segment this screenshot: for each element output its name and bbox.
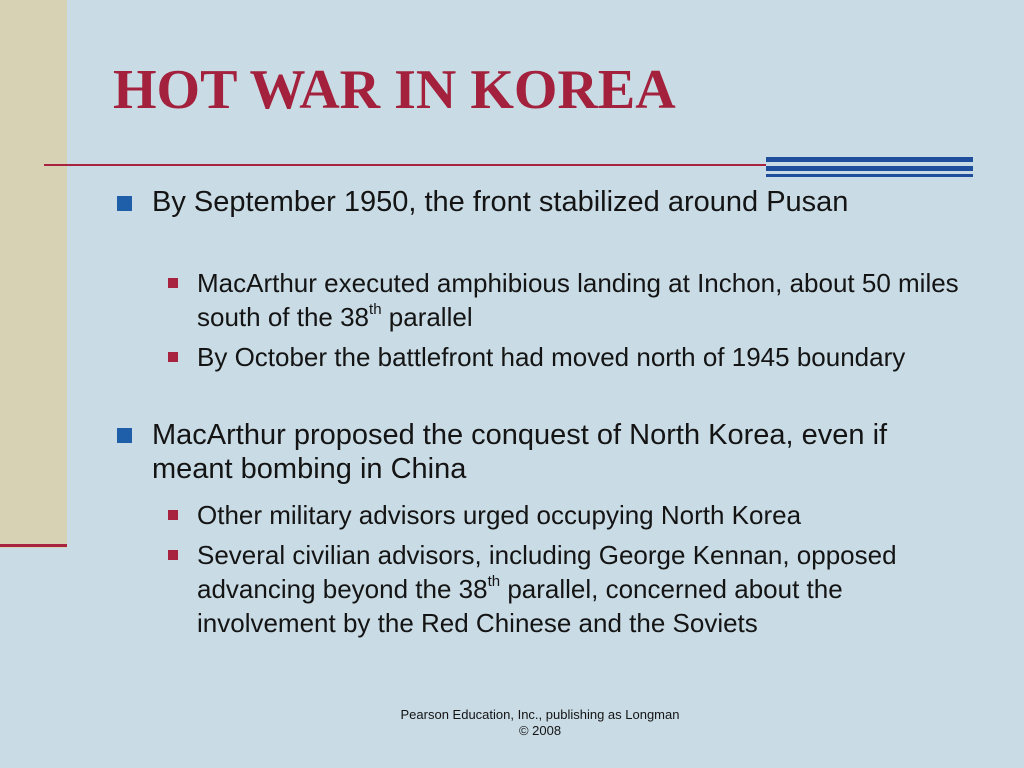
footer-copyright: © 2008 — [518, 723, 562, 738]
sub-bullet-text: Other military advisors urged occupying North Korea — [197, 500, 802, 530]
square-bullet-icon — [117, 196, 132, 211]
slide-title: HOT WAR IN KOREA — [113, 59, 676, 121]
bullet-text: By September 1950, the front stabilized around Pusan — [152, 186, 849, 218]
slide-footer — [330, 707, 750, 739]
bullet-text: MacArthur proposed the conquest of North Korea, even if meant bombing in China — [152, 419, 888, 485]
square-bullet-icon — [168, 510, 178, 520]
sub-bullet-text: By October the battlefront had moved north of 1945 boundary — [197, 342, 906, 372]
footer-publisher: Pearson Education, Inc., publishing as Longman — [400, 707, 680, 722]
square-bullet-icon — [168, 550, 178, 560]
square-bullet-icon — [168, 352, 178, 362]
sub-bullet-text: MacArthur executed amphibious landing at Inchon, about 50 miles south of the 38th parallel — [197, 268, 959, 332]
square-bullet-icon — [117, 428, 132, 443]
square-bullet-icon — [168, 278, 178, 288]
sub-bullet-text: Several civilian advisors, including George Kennan, opposed advancing beyond the 38th parallel, concerned about the involvement by the Red Chinese and the Soviets — [197, 540, 897, 638]
